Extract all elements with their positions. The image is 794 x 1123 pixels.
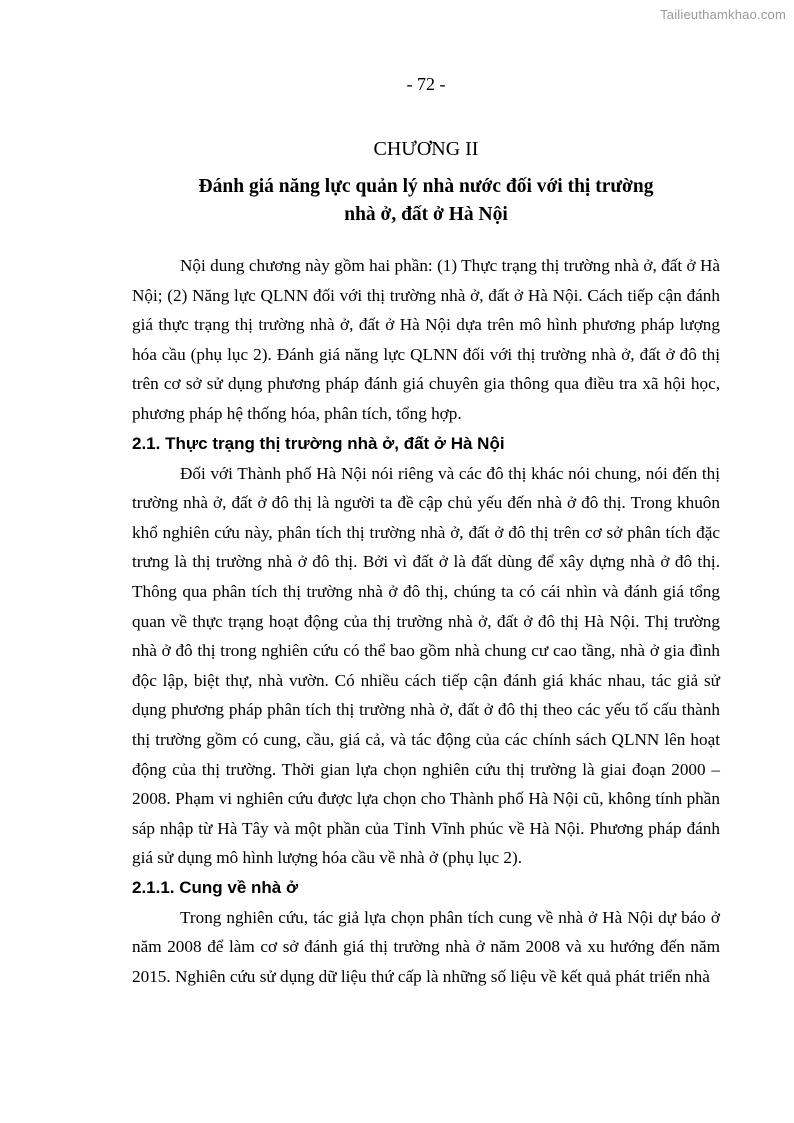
chapter-title xyxy=(132,173,720,228)
section-2-1-paragraph: Đối với Thành phố Hà Nội nói riêng và các đô thị khác nói chung, nói đến thị trường nhà ở, đất ở đô thị là người ta đề cập chủ yếu đến nhà ở đô thị. Trong khuôn khổ nghiên cứu này, phân tích thị trường nhà ở, đất ở đô thị trên cơ sở phân tích đặc trưng là thị trường nhà ở đô thị. Bởi vì đất ở là đất dùng để xây dựng nhà ở đô thị. Thông qua phân tích thị trường nhà ở đô thị, chúng ta có cái nhìn và đánh giá tổng quan về thực trạng hoạt động của thị trường nhà ở, đất ở đô thị Hà Nội. Thị trường nhà ở đô thị trong nghiên cứu có thể bao gồm nhà chung cư cao tầng, nhà ở gia đình độc lập, biệt thự, nhà vườn. Có nhiều cách tiếp cận đánh giá khác nhau, tác giả sử dụng phương pháp phân tích thị trường nhà ở, đất ở đô thị theo các yếu tố cấu thành thị trường gồm có cung, cầu, giá cả, và tác động của các chính sách QLNN lên hoạt động của thị trường. Thời gian lựa chọn nghiên cứu thị trường là giai đoạn 2000 – 2008. Phạm vi nghiên cứu được lựa chọn cho Thành phố Hà Nội cũ, không tính phần sáp nhập từ Hà Tây và một phần của Tỉnh Vĩnh phúc về Hà Nội. Phương pháp đánh giá sử dụng mô hình lượng hóa cầu về nhà ở (phụ lục 2). xyxy=(132,463,720,868)
section-2-1-1-paragraph: Trong nghiên cứu, tác giả lựa chọn phân tích cung về nhà ở Hà Nội dự báo ở năm 2008 để làm cơ sở đánh giá thị trường nhà ở năm 2008 và xu hướng đến năm 2015. Nghiên cứu sử dụng dữ liệu thứ cấp là những số liệu về kết quả phát triển nhà xyxy=(132,907,720,987)
chapter-label: CHƯƠNG II xyxy=(373,138,479,160)
chapter-title-line-2: nhà ở, đất ở Hà Nội xyxy=(344,203,508,225)
chapter-title-line-1: Đánh giá năng lực quản lý nhà nước đối với thị trường xyxy=(198,176,654,197)
intro-paragraph: Nội dung chương này gồm hai phần: (1) Thực trạng thị trường nhà ở, đất ở Hà Nội; (2) Năng lực QLNN đối với thị trường nhà ở, đất ở Hà Nội. Cách tiếp cận đánh giá thực trạng thị trường nhà ở, đất ở Hà Nội dựa trên mô hình phương pháp lượng hóa cầu (phụ lục 2). Đánh giá năng lực QLNN đối với thị trường nhà ở, đất ở đô thị trên cơ sở sử dụng phương pháp đánh giá chuyên gia thông qua điều tra xã hội học, phương pháp hệ thống hóa, phân tích, tổng hợp. xyxy=(132,256,720,423)
watermark: Tailieuthamkhao.com xyxy=(660,7,786,22)
section-heading-2-1-1: 2.1.1. Cung về nhà ở xyxy=(132,877,299,897)
document-page xyxy=(132,72,720,992)
section-heading-2-1: 2.1. Thực trạng thị trường nhà ở, đất ở Hà Nội xyxy=(132,433,505,453)
page-number: - 72 - xyxy=(406,74,446,94)
